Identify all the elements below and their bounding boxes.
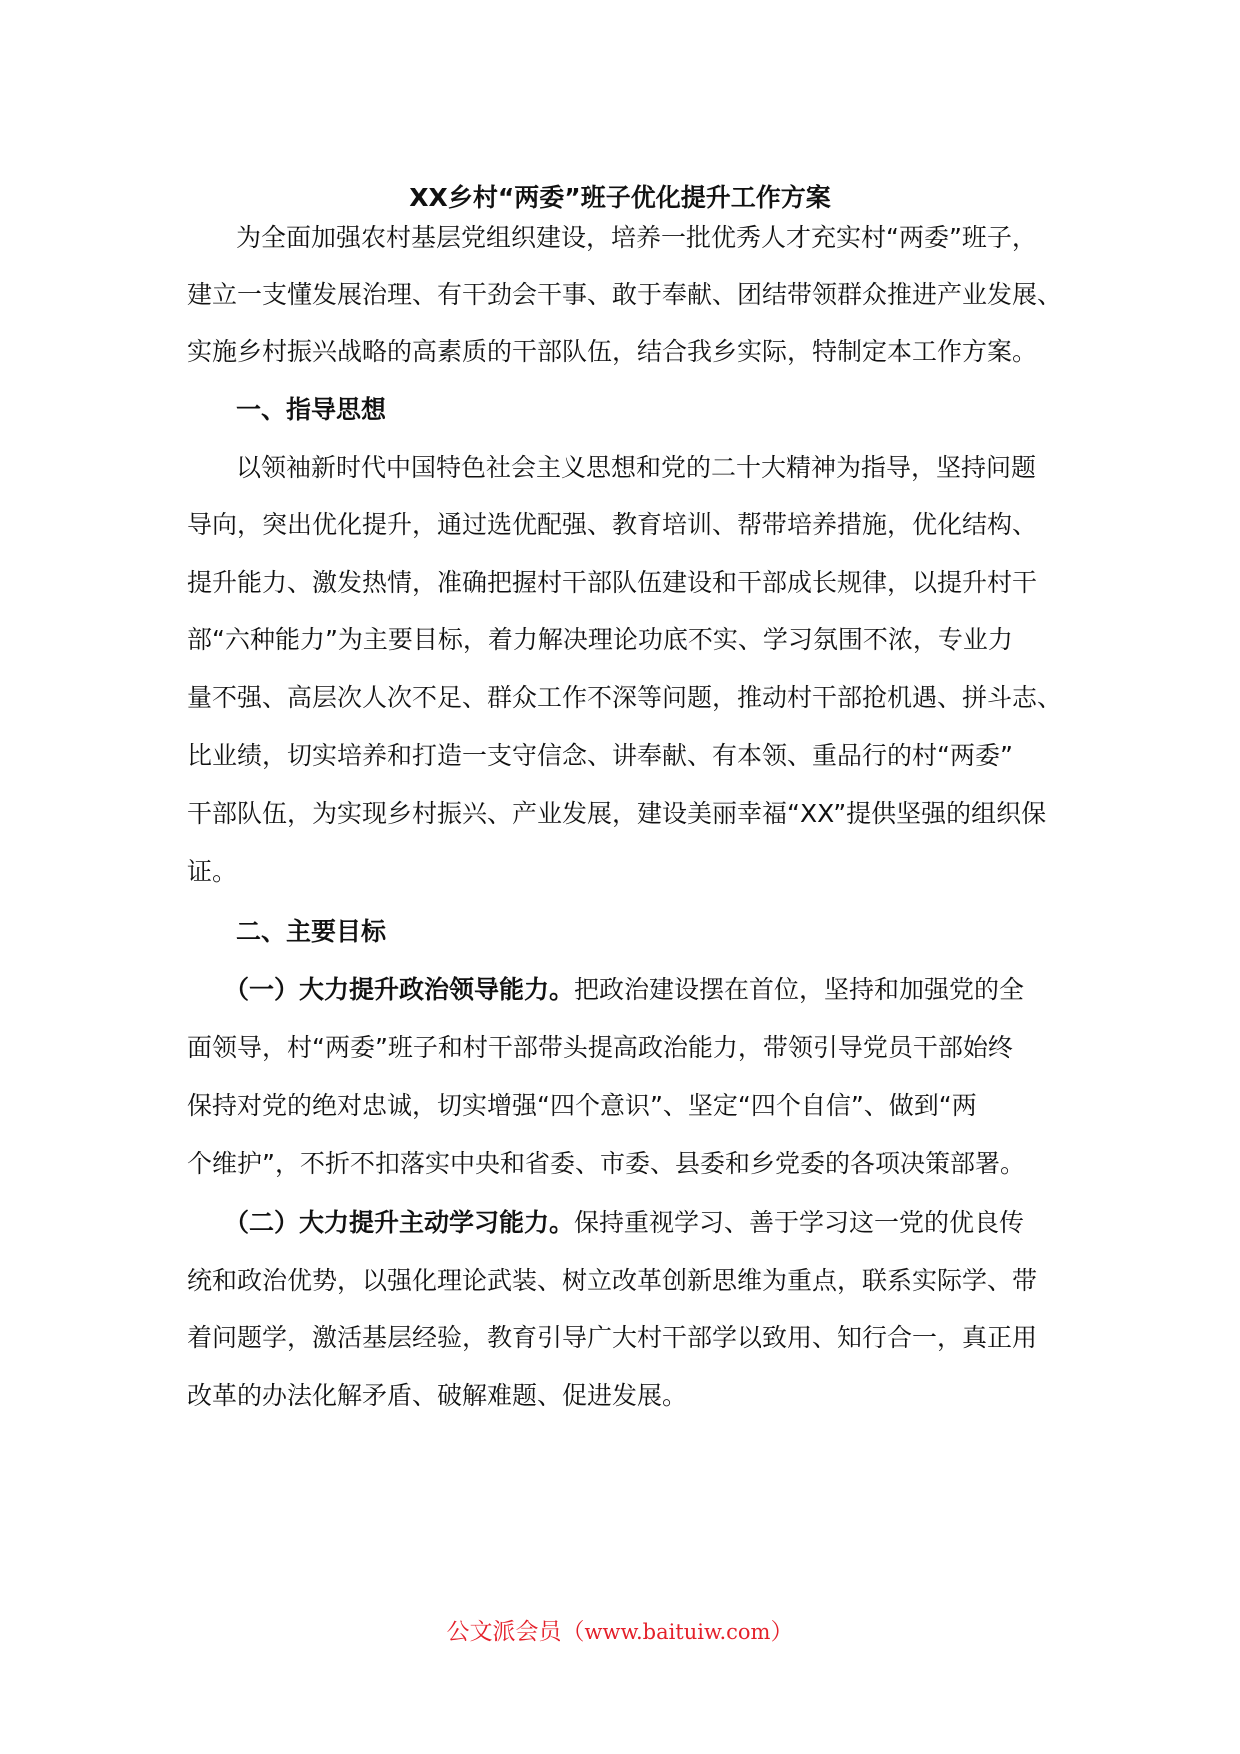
item1-line: 个维护”，不折不扣落实中央和省委、市委、县委和乡党委的各项决策部署。 bbox=[187, 1149, 1025, 1178]
section-heading-main-goals: 二、主要目标 bbox=[236, 917, 387, 946]
intro-line: 建立一支懂发展治理、有干劲会干事、敢于奉献、团结带领群众推进产业发展、 bbox=[187, 280, 1063, 309]
item1-text: 把政治建设摆在首位，坚持和加强党的全 bbox=[574, 975, 1025, 1004]
footer-url[interactable]: www.baituiw.com bbox=[584, 1620, 771, 1644]
item1-line: 保持对党的绝对忠诚，切实增强“四个意识”、坚定“四个自信”、做到“两 bbox=[187, 1091, 977, 1120]
intro-line: 为全面加强农村基层党组织建设，培养一批优秀人才充实村“两委”班子， bbox=[236, 223, 1037, 252]
item1-first-line bbox=[224, 970, 1024, 1010]
section1-line: 证。 bbox=[187, 857, 238, 886]
item2-heading: （二）大力提升主动学习能力。 bbox=[224, 1208, 575, 1237]
item2-line: 改革的办法化解矛盾、破解难题、促进发展。 bbox=[187, 1381, 688, 1410]
item2-text: 保持重视学习、善于学习这一党的优良传 bbox=[574, 1208, 1025, 1237]
item1-line: 面领导，村“两委”班子和村干部带头提高政治能力，带领引导党员干部始终 bbox=[187, 1033, 1013, 1062]
section1-line: 提升能力、激发热情，准确把握村干部队伍建设和干部成长规律，以提升村干 bbox=[187, 568, 1038, 597]
item2-first-line bbox=[224, 1203, 1024, 1243]
section1-line: 干部队伍，为实现乡村振兴、产业发展，建设美丽幸福“XX”提供坚强的组织保 bbox=[187, 799, 1047, 828]
footer-watermark[interactable] bbox=[0, 1614, 1240, 1650]
section1-line: 比业绩，切实培养和打造一支守信念、讲奉献、有本领、重品行的村“两委” bbox=[187, 741, 1013, 770]
section1-line: 部“六种能力”为主要目标，着力解决理论功底不实、学习氛围不浓，专业力 bbox=[187, 625, 1013, 654]
document-title: XX乡村“两委”班子优化提升工作方案 bbox=[409, 183, 831, 212]
intro-line: 实施乡村振兴战略的高素质的干部队伍，结合我乡实际，特制定本工作方案。 bbox=[187, 337, 1038, 366]
item1-heading: （一）大力提升政治领导能力。 bbox=[224, 975, 575, 1004]
item2-line: 着问题学，激活基层经验，教育引导广大村干部学以致用、知行合一，真正用 bbox=[187, 1323, 1038, 1352]
item2-line: 统和政治优势，以强化理论武装、树立改革创新思维为重点，联系实际学、带 bbox=[187, 1266, 1038, 1295]
section1-line: 以领袖新时代中国特色社会主义思想和党的二十大精神为指导，坚持问题 bbox=[236, 453, 1037, 482]
section-heading-guiding-thought: 一、指导思想 bbox=[236, 395, 387, 424]
footer-paren: ） bbox=[770, 1619, 794, 1645]
section1-line: 量不强、高层次人次不足、群众工作不深等问题，推动村干部抢机遇、拼斗志、 bbox=[187, 683, 1063, 712]
section1-line: 导向，突出优化提升，通过选优配强、教育培训、帮带培养措施，优化结构、 bbox=[187, 510, 1038, 539]
footer-brand: 公文派会员（ bbox=[446, 1619, 585, 1645]
